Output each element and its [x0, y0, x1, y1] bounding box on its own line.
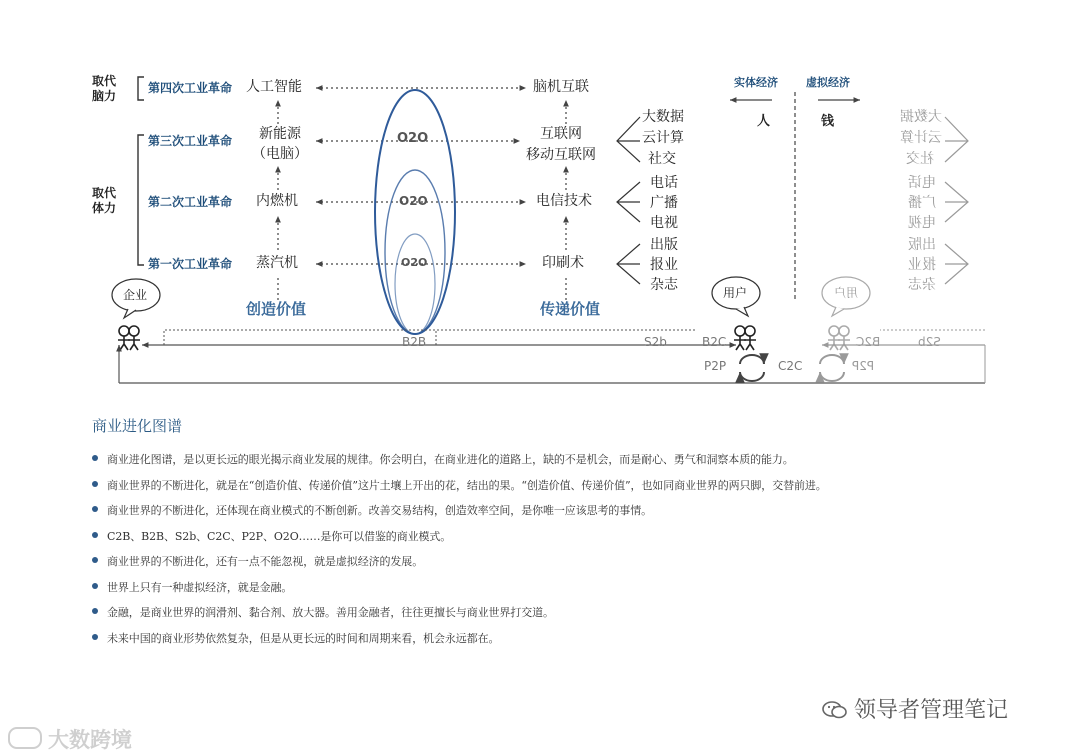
bullet-item: 商业世界的不断进化，还有一点不能忽视，就是虚拟经济的发展。 [92, 553, 1052, 579]
mirror-media-newspaper: 报业 [908, 257, 936, 273]
bullet-dot [92, 506, 98, 512]
p2p-cycle-icon [740, 355, 764, 381]
section-title: 商业进化图谱 [92, 417, 183, 435]
mirror-media-phone: 电话 [908, 175, 936, 191]
wechat-icon [822, 700, 848, 720]
comm-telecom: 电信技术 [536, 193, 592, 209]
mirror-media-tv: 电视 [908, 215, 936, 231]
bullet-dot [92, 481, 98, 487]
bullet-dot [92, 532, 98, 538]
b2c-label: B2C [702, 335, 727, 349]
p2p-mirror-cycle-icon [820, 355, 844, 381]
s2b-label: S2b [644, 335, 667, 349]
replace-brain-label: 取代 脑力 [92, 74, 117, 103]
media-newspaper: 报业 [650, 257, 678, 273]
deliver-value-label: 传递价值 [540, 300, 601, 318]
real-economy-label: 实体经济 [734, 76, 778, 89]
revolution-3: 第三次工业革命 [148, 134, 233, 148]
media-social: 社交 [648, 151, 676, 167]
bullet-item: 商业世界的不断进化，就是在“创造价值、传递价值”这片土壤上开出的花，结出的果。“创造价值、传递价值”，也如同商业世界的两只脚，交替前进。 [92, 477, 1052, 503]
virtual-economy-label: 虚拟经济 [806, 76, 850, 89]
media-radio: 广播 [650, 195, 678, 211]
mirror-media-magazine: 杂志 [908, 277, 936, 293]
watermark-logo-icon [8, 727, 42, 749]
bullet-item: 商业世界的不断进化，还体现在商业模式的不断创新。改善交易结构，创造效率空间，是你唯一应该思考的事情。 [92, 502, 1052, 528]
bullet-item: 未来中国的商业形势依然复杂，但是从更长远的时间和周期来看，机会永远都在。 [92, 630, 1052, 656]
comm-printing: 印刷术 [542, 255, 584, 271]
bullet-item: 金融，是商业世界的润滑剂、黏合剂、放大器。善用金融者，往往更擅长与商业世界打交道。 [92, 604, 1052, 630]
bullet-dot [92, 455, 98, 461]
media-phone: 电话 [650, 175, 678, 191]
bullet-dot [92, 634, 98, 640]
bullet-dot [92, 608, 98, 614]
o2o-ellipses [375, 90, 455, 334]
s2b-mirror-label: S2b [918, 335, 941, 349]
user-bubble-text: 用户 [723, 286, 748, 300]
comm-brain-machine: 脑机互联 [533, 79, 589, 95]
bullet-dot [92, 583, 98, 589]
user-figures [734, 326, 756, 350]
c2c-label: C2C [778, 359, 803, 373]
media-publishing: 出版 [650, 237, 678, 253]
o2o-label-medium: O2O [399, 194, 428, 208]
b2c-mirror-label: B2C [856, 335, 881, 349]
watermark-right: 领导者管理笔记 [822, 693, 1008, 724]
money-label: 钱 [821, 114, 835, 129]
p2p-mirror-label: P2P [852, 359, 875, 373]
bullet-item: 商业进化图谱，是以更长远的眼光揭示商业发展的规律。你会明白，在商业进化的道路上，缺的不是机会，而是耐心、勇气和洞察本质的能力。 [92, 451, 1052, 477]
o2o-label-small: O2O [401, 256, 428, 269]
person-label: 人 [757, 114, 771, 129]
user-mirror-bubble-text: 用户 [834, 286, 859, 300]
tech-combustion: 内燃机 [256, 193, 298, 209]
bullet-item: 世界上只有一种虚拟经济，就是金融。 [92, 579, 1052, 605]
o2o-label-large: O2O [397, 131, 429, 146]
revolution-4: 第四次工业革命 [148, 81, 233, 95]
bullet-dot [92, 557, 98, 563]
revolution-2: 第二次工业革命 [148, 195, 233, 209]
bullet-item: C2B、B2B、S2b、C2C、P2P、O2O……是你可以借鉴的商业模式。 [92, 528, 1052, 554]
mirror-media-social: 社交 [906, 151, 934, 167]
tech-new-energy: 新能源 （电脑） [252, 126, 308, 162]
enterprise-bubble-text: 企业 [123, 288, 148, 302]
mirror-media-cloud: 云计算 [900, 130, 942, 146]
watermark-left: 大数跨境 [8, 724, 132, 754]
user-mirror-figures [828, 326, 850, 350]
bullet-list [92, 451, 1052, 655]
media-big-data: 大数据 [642, 109, 684, 125]
p2p-label: P2P [704, 359, 727, 373]
comm-internet: 互联网 移动互联网 [526, 126, 596, 163]
replace-body-label: 取代 体力 [92, 186, 117, 215]
body-bracket [138, 135, 144, 265]
brain-bracket [138, 77, 144, 100]
revolution-1: 第一次工业革命 [148, 257, 233, 271]
media-tv: 电视 [650, 215, 678, 231]
mirror-media-publishing: 出版 [908, 237, 936, 253]
tech-steam: 蒸汽机 [256, 255, 298, 271]
tech-ai: 人工智能 [246, 79, 302, 95]
create-value-label: 创造价值 [246, 300, 307, 318]
mirror-media-big-data: 大数据 [900, 109, 942, 125]
b2b-label: B2B [402, 335, 427, 349]
media-cloud: 云计算 [642, 130, 684, 146]
media-magazine: 杂志 [650, 277, 678, 293]
enterprise-figures [118, 326, 140, 350]
mirror-media-radio: 广播 [908, 195, 936, 211]
